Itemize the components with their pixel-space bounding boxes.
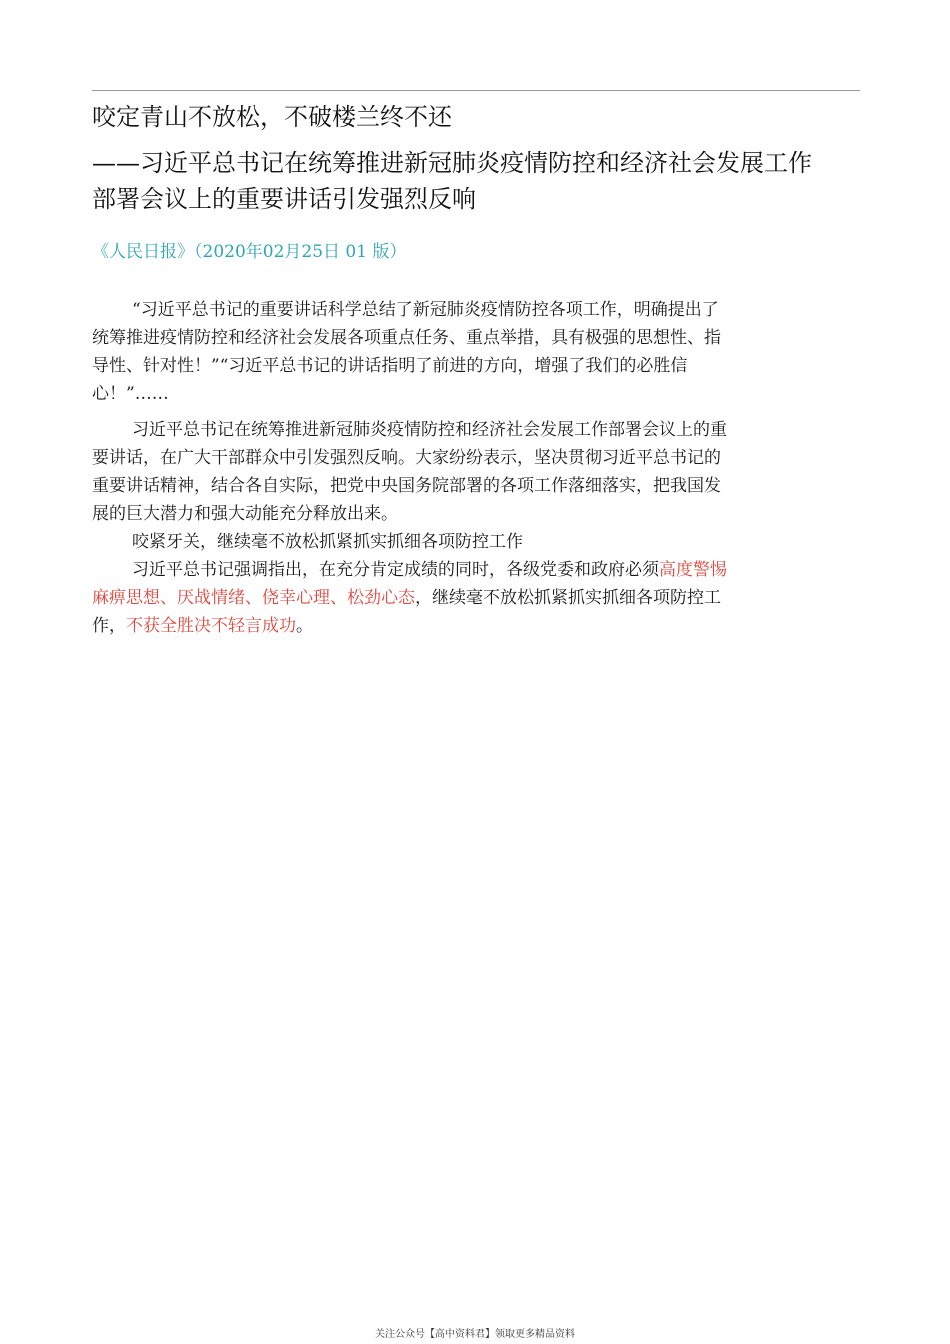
subtitle-line: 部署会议上的重要讲话引发强烈反响 [92,185,476,213]
plain-text: 。 [296,616,313,636]
top-rule [92,90,860,91]
paragraph-line: “习近平总书记的重要讲话科学总结了新冠肺炎疫情防控各项工作，明确提出了 [132,300,719,320]
plain-text: 作， [92,616,126,636]
article-source: 《人民日报》（2020年02月25日 01 版） [92,242,407,262]
paragraph-line: 要讲话，在广大干部群众中引发强烈反响。大家纷纷表示，坚决贯彻习近平总书记的 [92,448,721,468]
paragraph-quote [92,296,862,408]
paragraph-line: 导性、针对性！”“习近平总书记的讲话指明了前进的方向，增强了我们的必胜信 [92,356,688,376]
plain-text: ，继续毫不放松抓紧抓实抓细各项防控工 [415,588,721,608]
emphasis-text: 高度警惕 [659,560,727,580]
paragraph-line: 重要讲话精神，结合各自实际，把党中央国务院部署的各项工作落细落实，把我国发 [92,476,721,496]
plain-text: 习近平总书记强调指出，在充分肯定成绩的同时，各级党委和政府必须 [132,560,659,580]
emphasis-text: 麻痹思想、厌战情绪、侥幸心理、松劲心态 [92,588,415,608]
section-heading [92,528,862,556]
paragraph-line [92,584,862,612]
paragraph-line: 统筹推进疫情防控和经济社会发展各项重点任务、重点举措，具有极强的思想性、指 [92,328,721,348]
paragraph-response [92,416,862,528]
article-body [92,296,862,640]
article-title: 咬定青山不放松，不破楼兰终不还 [92,103,452,131]
paragraph-line [92,556,862,584]
emphasis-text: 不获全胜决不轻言成功 [126,616,296,636]
article-subtitle [92,145,867,217]
subtitle-line: ——习近平总书记在统筹推进新冠肺炎疫情防控和经济社会发展工作 [92,149,812,177]
paragraph-emphasis [92,556,862,640]
section-heading-text: 咬紧牙关，继续毫不放松抓紧抓实抓细各项防控工作 [132,532,523,552]
page-footer: 关注公众号【高中资料君】领取更多精品资料 [375,1329,575,1340]
paragraph-line [92,612,862,640]
paragraph-line: 心！”…… [92,384,169,404]
paragraph-line: 习近平总书记在统筹推进新冠肺炎疫情防控和经济社会发展工作部署会议上的重 [132,420,727,440]
paragraph-line: 展的巨大潜力和强大动能充分释放出来。 [92,504,398,524]
